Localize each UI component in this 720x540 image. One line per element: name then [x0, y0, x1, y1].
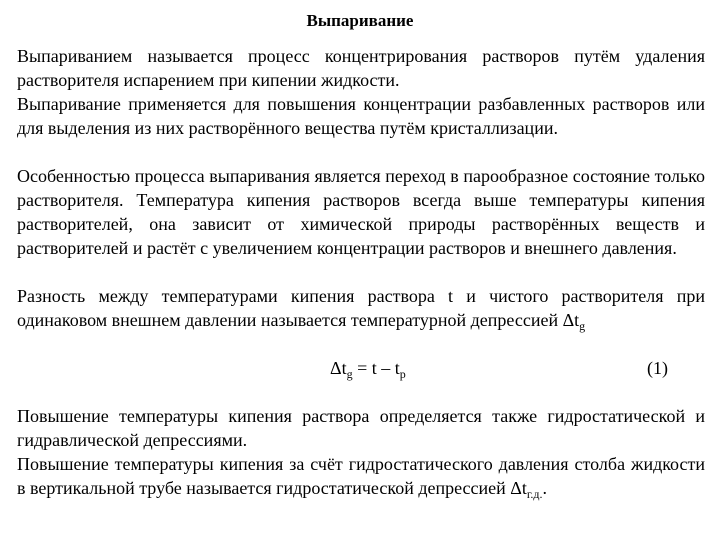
paragraph-features: Особенностью процесса выпаривания является переход в парообразное состояние только растворителя. Температура кипения растворов всегда выше температуры кипения растворителей, она зависит от химической природы растворённых веществ и растворителей и растёт с увеличением концентрации растворов и внешнего давления.	[17, 166, 705, 258]
formula-rhs: = t – t	[352, 358, 400, 378]
paragraph-boiling-increase: Повышение температуры кипения раствора определяется также гидростатической и гидравлической депрессиями.	[17, 406, 705, 450]
formula-lhs: Δt	[330, 358, 347, 378]
paragraph-hydrostatic-depression-text: Повышение температуры кипения за счёт гидростатического давления столба жидкости в вертикальной трубе называется гидростатической депрессией Δt	[17, 454, 705, 498]
formula-number: (1)	[647, 358, 668, 378]
hydrostatic-subscript: г.д.	[526, 487, 543, 501]
formula-lhs-subscript: g	[346, 367, 353, 381]
depression-subscript: g	[579, 319, 586, 333]
formula-depression	[330, 356, 406, 380]
formula-rhs-subscript: p	[399, 367, 406, 381]
paragraph-end-period: .	[542, 478, 548, 498]
document-page	[17, 0, 705, 540]
paragraph-definition: Выпариванием называется процесс концентрирования растворов путём удаления растворителя испарением при кипении жидкости.	[17, 46, 705, 90]
document-title: Выпаривание	[306, 11, 414, 30]
paragraph-temperature-depression-text: Разность между температурами кипения раствора t и чистого растворителя при одинаковом внешнем давлении называется температурной депрессией Δt	[17, 286, 705, 330]
paragraph-temperature-depression	[17, 284, 705, 332]
paragraph-application: Выпаривание применяется для повышения концентрации разбавленных растворов или для выделения из них растворённого вещества путём кристаллизации.	[17, 94, 705, 138]
paragraph-hydrostatic-depression	[17, 452, 705, 500]
